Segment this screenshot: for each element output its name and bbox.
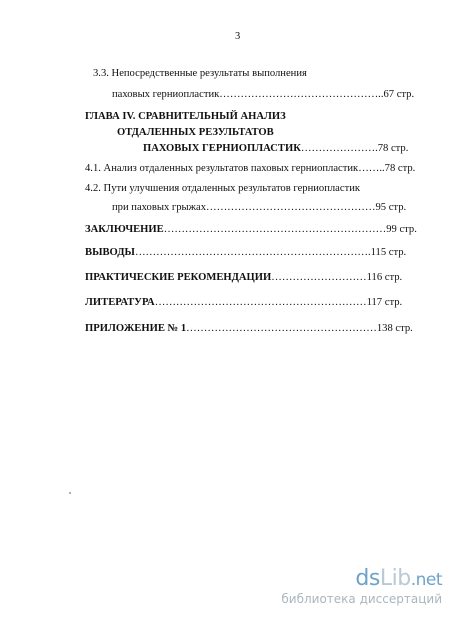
toc-conclusion-leader: ………………………………………………………99 стр. <box>163 224 417 235</box>
toc-appendix-leader: ………………………………………………138 стр. <box>186 323 413 334</box>
scan-speck <box>69 492 71 494</box>
toc-section-3-3-title: 3.3. Непосредственные результаты выполнения <box>93 68 307 79</box>
toc-findings-line <box>85 246 406 259</box>
toc-recommendations-label: ПРАКТИЧЕСКИЕ РЕКОМЕНДАЦИИ <box>85 272 272 283</box>
toc-chapter-4-title-line2: ОТДАЛЕННЫХ РЕЗУЛЬТАТОВ <box>117 127 274 138</box>
toc-literature-label: ЛИТЕРАТУРА <box>85 297 155 308</box>
dslib-logo: dsLib.net <box>355 566 442 591</box>
toc-chapter-4-title-line3: ПАХОВЫХ ГЕРНИОПЛАСТИК <box>143 143 301 154</box>
dslib-watermark <box>262 566 442 610</box>
toc-section-4-2-line: при паховых грыжах…………………………………………95 стр. <box>112 202 407 213</box>
toc-chapter-4-title-line1: ГЛАВА IV. СРАВНИТЕЛЬНЫЙ АНАЛИЗ <box>85 111 286 122</box>
toc-section-3-3-line: паховых герниопластик………………………………………..67 стр. <box>112 89 415 100</box>
toc-findings-label: ВЫВОДЫ <box>85 247 135 258</box>
toc-recommendations-line <box>85 271 402 284</box>
toc-chapter-4-line3 <box>143 142 408 155</box>
toc-literature-line <box>85 296 402 309</box>
toc-conclusion-line <box>85 223 417 236</box>
toc-conclusion-label: ЗАКЛЮЧЕНИЕ <box>85 224 164 235</box>
dslib-subtitle: библиотека диссертаций <box>281 592 442 606</box>
page-number: 3 <box>235 31 241 42</box>
toc-recommendations-leader: ………………………116 стр. <box>271 272 403 283</box>
toc-findings-leader: ………………………………………………………….115 стр. <box>134 247 407 258</box>
toc-section-4-2-title: 4.2. Пути улучшения отдаленных результатов герниопластик <box>85 183 361 194</box>
toc-chapter-4-leader: ………………….78 стр. <box>300 143 409 154</box>
toc-literature-leader: ……………………………………………………117 стр. <box>154 297 403 308</box>
toc-appendix-label: ПРИЛОЖЕНИЕ № 1 <box>85 323 187 334</box>
toc-appendix-line <box>85 322 413 335</box>
toc-section-4-1-line: 4.1. Анализ отдаленных результатов паховых герниопластик……..78 стр. <box>85 163 416 174</box>
